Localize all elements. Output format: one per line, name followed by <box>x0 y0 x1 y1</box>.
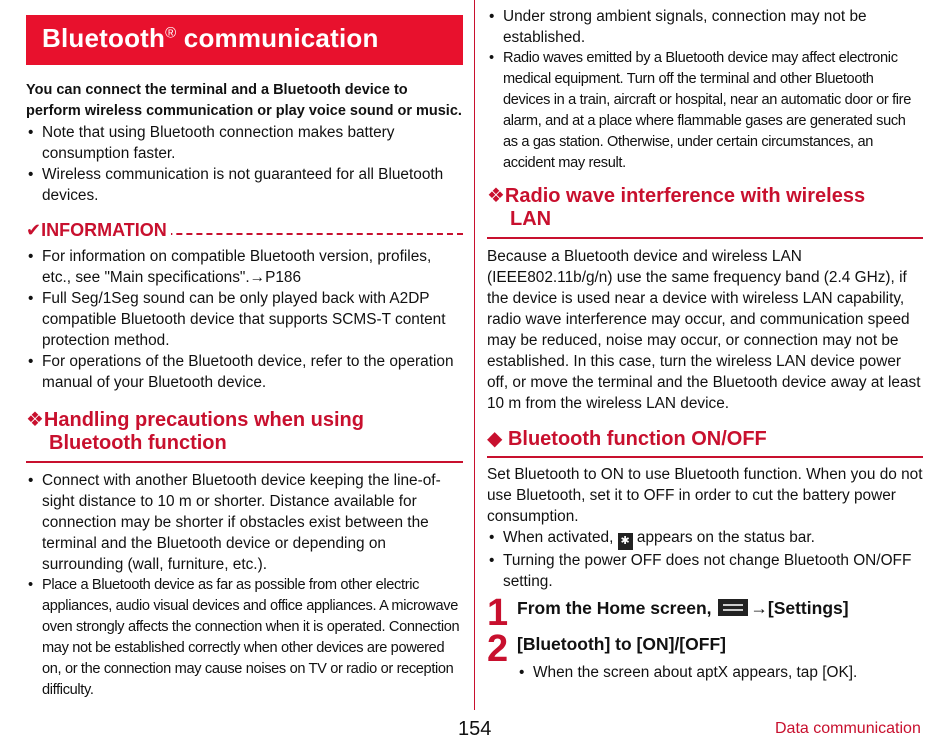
handling-list <box>26 470 463 701</box>
list-item: • When activated, ✱ appears on the status bar. <box>487 527 923 550</box>
list-item: • Note that using Bluetooth connection makes battery consumption faster. <box>26 122 463 164</box>
step-number: 1 <box>487 592 509 634</box>
list-item: • Turning the power OFF does not change Bluetooth ON/OFF setting. <box>487 550 923 592</box>
list-item: • Full Seg/1Seg sound can be only played back with A2DP compatible Bluetooth device that supports SCMS-T content protection method. <box>26 288 463 351</box>
notes-list <box>26 122 463 206</box>
section-title: ❖Handling precautions when using <box>26 409 364 431</box>
step-number: 2 <box>487 628 509 670</box>
list-item: • For information on compatible Bluetooth version, profiles, etc., see "Main specifications".→P186 <box>26 246 463 288</box>
section-title-cont: Bluetooth function <box>49 432 227 454</box>
interference-body: Because a Bluetooth device and wireless LAN (IEEE802.11b/g/n) use the same frequency band (2.4 GHz), if the device is used near a device with wireless LAN capability, radio wave interference may occur, and communication speed may be reduced, noise may occur, or connection may not be established. In this case, turn the wireless LAN device power off, or move the terminal and the Bluetooth device away at least 10 m from the wireless LAN device. <box>487 248 921 412</box>
page-number: 154 <box>458 718 492 740</box>
list-item: • Place a Bluetooth device as far as possible from other electric appliances, audio visual devices and office appliances. A microwave oven strongly affects the connection when it is operated. Connection may not be established correctly when other devices are powered on, or the connection may cause noises on TV or radio or reception difficulty. <box>26 575 463 701</box>
bluetooth-icon: ✱ <box>618 533 633 550</box>
onoff-list <box>487 527 923 592</box>
page-title: Bluetooth® communication <box>42 23 379 53</box>
step-text: From the Home screen, →[Settings] <box>517 598 849 618</box>
step-sublist <box>517 662 923 683</box>
list-item: • For operations of the Bluetooth device, refer to the operation manual of your Bluetooth device. <box>26 351 463 393</box>
list-item: • When the screen about aptX appears, tap [OK]. <box>517 662 923 683</box>
information-label: ✔INFORMATION <box>26 220 171 240</box>
list-item: • Radio waves emitted by a Bluetooth device may affect electronic medical equipment. Turn off the terminal and other Bluetooth devices in a train, aircraft or hospital, near an automatic door or fire alarm, and at a place where flammable gases are generated such as a gas station. Otherwise, under certain circumstances, an accident may result. <box>487 48 923 174</box>
onoff-section-title: ◆ Bluetooth function ON/OFF <box>487 428 767 450</box>
section-rule <box>487 237 923 239</box>
footer-section-name: Data communication <box>775 720 921 737</box>
handling-list-cont <box>487 6 923 174</box>
list-item: • Under strong ambient signals, connection may not be established. <box>487 6 923 48</box>
list-item: • Wireless communication is not guaranteed for all Bluetooth devices. <box>26 164 463 206</box>
menu-icon <box>718 599 748 616</box>
handling-section-header <box>26 409 463 455</box>
page-title-bar <box>26 15 463 65</box>
step-text: [Bluetooth] to [ON]/[OFF] <box>517 634 726 654</box>
information-list <box>26 246 463 393</box>
section-rule <box>487 456 923 458</box>
column-divider <box>474 0 475 710</box>
section-title: ❖Radio wave interference with wireless <box>487 185 866 207</box>
interference-section-header <box>487 185 923 231</box>
information-header <box>26 220 463 244</box>
intro-text: You can connect the terminal and a Bluetooth device to perform wireless communication or play voice sound or music. <box>26 82 462 119</box>
section-title-cont: LAN <box>510 208 552 230</box>
section-rule <box>26 461 463 463</box>
onoff-body: Set Bluetooth to ON to use Bluetooth function. When you do not use Bluetooth, set it to OFF in order to cut the battery power consumption. <box>487 466 923 525</box>
list-item: • Connect with another Bluetooth device keeping the line-of-sight distance to 10 m or shorter. Distance available for connection may be shorter if obstacles exist between the terminal and the Bluetooth device or depending on surrounding (wall, furniture, etc.). <box>26 470 463 575</box>
